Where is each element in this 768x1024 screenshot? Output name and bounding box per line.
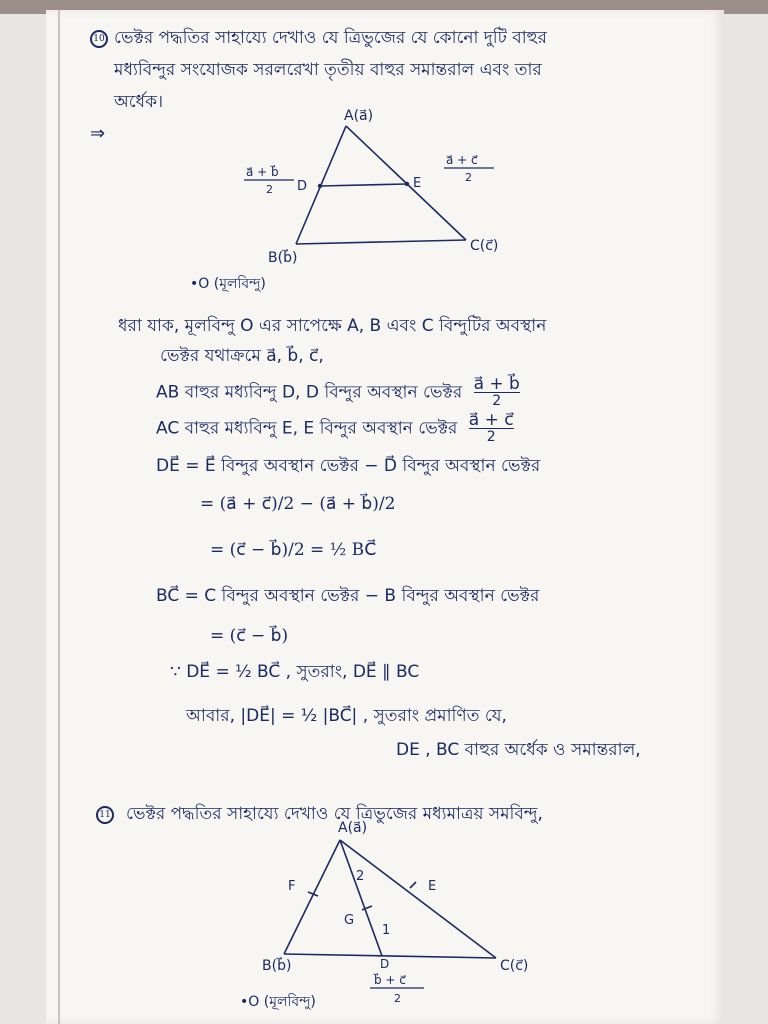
proof-line-6: = (a⃗ + c⃗)/2 − (a⃗ + b⃗)/2 [200,494,396,514]
label-E: E [413,176,422,191]
proof-line-1: ধরা যাক, মূলবিন্দু O এর সাপেক্ষে A, B এবং C বিন্দুটির অবস্থান [118,316,547,336]
proof-line-8: BC⃗ = C বিন্দুর অবস্থান ভেক্টর − B বিন্দুর অবস্থান ভেক্টর [156,586,540,606]
frac-ac-den: 2 [469,428,514,445]
proof-line-7: = (c⃗ − b⃗)/2 = ½ BC⃗ [210,540,377,560]
label-D-vector-den: 2 [266,183,273,196]
label-origin-2: •O (মূলবিন্দু) [240,994,316,1010]
label-C-2: C(c⃗) [500,958,529,974]
problem1-statement-line2: মধ্যবিন্দুর সংযোজক সরলরেখা তৃতীয় বাহুর সমান্তরাল এবং তার [114,60,542,80]
proof-line-3-text: AB বাহুর মধ্যবিন্দু D, D বিন্দুর অবস্থান ভেক্টর [156,382,463,403]
implies-arrow: ⇒ [90,123,106,144]
problem1-statement-line3: অর্ধেক। [114,92,164,112]
tick-AE [410,882,416,888]
label-D-2: D [380,957,390,971]
frac-ab-num: a⃗ + b⃗ [473,374,520,394]
proof-line-11: আবার, |DE⃗| = ½ |BC⃗| , সুতরাং প্রমাণিত যে, [186,706,507,726]
median-AD [340,840,382,956]
label-ratio-2: 2 [356,869,365,884]
label-F: F [288,879,296,894]
label-B: B(b⃗) [268,250,298,266]
frac-ab-den: 2 [474,392,520,409]
proof-line-4-text: AC বাহুর মধ্যবিন্দু E, E বিন্দুর অবস্থান ভেক্টর [156,418,458,439]
label-E-2: E [428,879,437,894]
proof-line-2: ভেক্টর যথাক্রমে a⃗, b⃗, c⃗, [160,346,324,366]
frac-ac-num: a⃗ + c⃗ [468,410,514,430]
label-C: C(c⃗) [470,238,499,254]
label-E-vector-num: a⃗ + c⃗ [446,153,478,167]
side-BC-2 [284,954,496,958]
label-D2-vector-den: 2 [394,992,401,1005]
side-AC-2 [340,840,496,958]
problem2-statement: ভেক্টর পদ্ধতির সাহায্যে দেখাও যে ত্রিভুজের মধ্যমাত্রয় সমবিন্দু, [126,804,543,824]
proof-line-9: = (c⃗ − b⃗) [210,626,289,646]
problem1-statement-line1: ভেক্টর পদ্ধতির সাহায্যে দেখাও যে ত্রিভুজের যে কোনো দুটি বাহুর [114,28,547,48]
label-A: A(a⃗) [344,108,374,124]
label-D: D [297,179,308,194]
label-ratio-1: 1 [382,923,391,938]
label-D-vector-num: a⃗ + b⃗ [246,165,279,179]
label-origin-1: •O (মূলবিন্দু) [190,276,266,292]
label-B-2: B(b⃗) [262,958,292,974]
proof-line-5: DE⃗ = E⃗ বিন্দুর অবস্থান ভেক্টর − D⃗ বিন্দুর অবস্থান ভেক্টর [156,456,541,476]
label-E-vector-den: 2 [465,171,472,184]
proof-line-10: ∵ DE⃗ = ½ BC⃗ , সুতরাং, DE⃗ ∥ BC [170,662,420,682]
side-AB-2 [284,840,340,954]
problem1-number: 10 [93,34,105,44]
label-G: G [344,913,355,928]
label-D2-vector-num: b⃗ + c⃗ [374,973,406,987]
proof-line-12: DE , BC বাহুর অর্ধেক ও সমান্তরাল, [396,740,641,760]
label-A-2: A(a⃗) [338,820,368,836]
problem2-number: 11 [99,810,111,820]
